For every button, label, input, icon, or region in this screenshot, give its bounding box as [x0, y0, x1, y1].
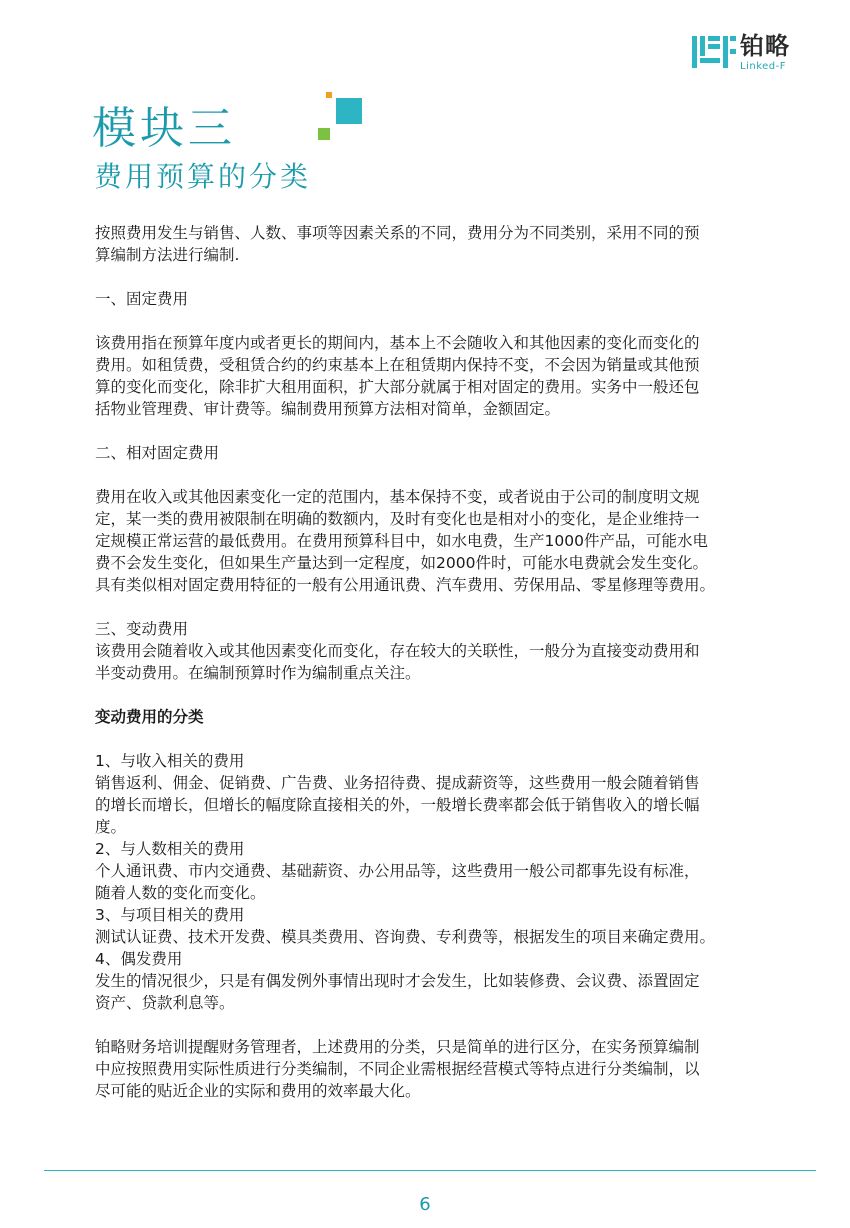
- section-text-line: 定规模正常运营的最低费用。在费用预算科目中，如水电费，生产1000件产品，可能水电: [95, 532, 708, 550]
- section-text-line: 该费用指在预算年度内或者更长的期间内，基本上不会随收入和其他因素的变化而变化的: [95, 334, 700, 352]
- brand-logo: [692, 32, 812, 74]
- section-text-line: 费用。如租赁费，受租赁合约的约束基本上在租赁期内保持不变，不会因为销量或其他预: [95, 356, 700, 374]
- category-heading-project: 3、与项目相关的费用: [95, 906, 245, 924]
- decor-square-teal: [336, 98, 362, 124]
- section-text-line: 费不会发生变化，但如果生产量达到一定程度，如2000件时，可能水电费就会发生变化。: [95, 554, 708, 572]
- section-text-line: 该费用会随着收入或其他因素变化而变化，存在较大的关联性，一般分为直接变动费用和: [95, 642, 700, 660]
- category-text-line: 个人通讯费、市内交通费、基础薪资、办公用品等，这些费用一般公司都事先设有标准，: [95, 862, 700, 880]
- module-title: 模块三: [92, 103, 236, 154]
- logo-name-cn: 铂略: [740, 32, 790, 60]
- section-text-line: 算的变化而变化，除非扩大租用面积，扩大部分就属于相对固定的费用。实务中一般还包: [95, 378, 700, 396]
- category-text-line: 度。: [95, 818, 127, 836]
- category-heading-incidental: 4、偶发费用: [95, 950, 183, 968]
- category-text-line: 测试认证费、技术开发费、模具类费用、咨询费、专利费等，根据发生的项目来确定费用。: [95, 928, 716, 946]
- category-text-line: 的增长而增长，但增长的幅度除直接相关的外，一般增长费率都会低于销售收入的增长幅: [95, 796, 700, 814]
- page-number: 6: [419, 1194, 431, 1215]
- closing-line: 中应按照费用实际性质进行分类编制，不同企业需根据经营模式等特点进行分类编制，以: [95, 1060, 700, 1078]
- intro-line: 算编制方法进行编制.: [95, 246, 240, 264]
- footer-divider: [44, 1170, 816, 1171]
- section-text-line: 半变动费用。在编制预算时作为编制重点关注。: [95, 664, 421, 682]
- category-text-line: 资产、贷款利息等。: [95, 994, 235, 1012]
- classification-heading: 变动费用的分类: [95, 708, 204, 726]
- closing-line: 铂略财务培训提醒财务管理者，上述费用的分类，只是简单的进行区分，在实务预算编制: [95, 1038, 700, 1056]
- document-body: [95, 222, 785, 1102]
- logo-mark-icon: [692, 36, 736, 68]
- closing-line: 尽可能的贴近企业的实际和费用的效率最大化。: [95, 1082, 421, 1100]
- section-heading-variable-cost: 三、变动费用: [95, 620, 189, 638]
- section-text-line: 费用在收入或其他因素变化一定的范围内，基本保持不变，或者说由于公司的制度明文规: [95, 488, 700, 506]
- category-text-line: 销售返利、佣金、促销费、广告费、业务招待费、提成薪资等，这些费用一般会随着销售: [95, 774, 700, 792]
- intro-line: 按照费用发生与销售、人数、事项等因素关系的不同，费用分为不同类别，采用不同的预: [95, 224, 700, 242]
- module-subtitle: 费用预算的分类: [94, 160, 312, 193]
- decor-square-green: [318, 128, 330, 140]
- section-heading-fixed-cost: 一、固定费用: [95, 290, 189, 308]
- category-heading-headcount: 2、与人数相关的费用: [95, 840, 245, 858]
- section-text-line: 括物业管理费、审计费等。编制费用预算方法相对简单，金额固定。: [95, 400, 561, 418]
- category-text-line: 发生的情况很少，只是有偶发例外事情出现时才会发生，比如装修费、会议费、添置固定: [95, 972, 700, 990]
- category-heading-revenue: 1、与收入相关的费用: [95, 752, 245, 770]
- section-text-line: 具有类似相对固定费用特征的一般有公用通讯费、汽车费用、劳保用品、零星修理等费用。: [95, 576, 716, 594]
- section-text-line: 定，某一类的费用被限制在明确的数额内，及时有变化也是相对小的变化，是企业维持一: [95, 510, 700, 528]
- decor-square-orange: [326, 92, 332, 98]
- section-heading-relative-fixed-cost: 二、相对固定费用: [95, 444, 220, 462]
- logo-name-en: Linked-F: [740, 61, 786, 72]
- category-text-line: 随着人数的变化而变化。: [95, 884, 266, 902]
